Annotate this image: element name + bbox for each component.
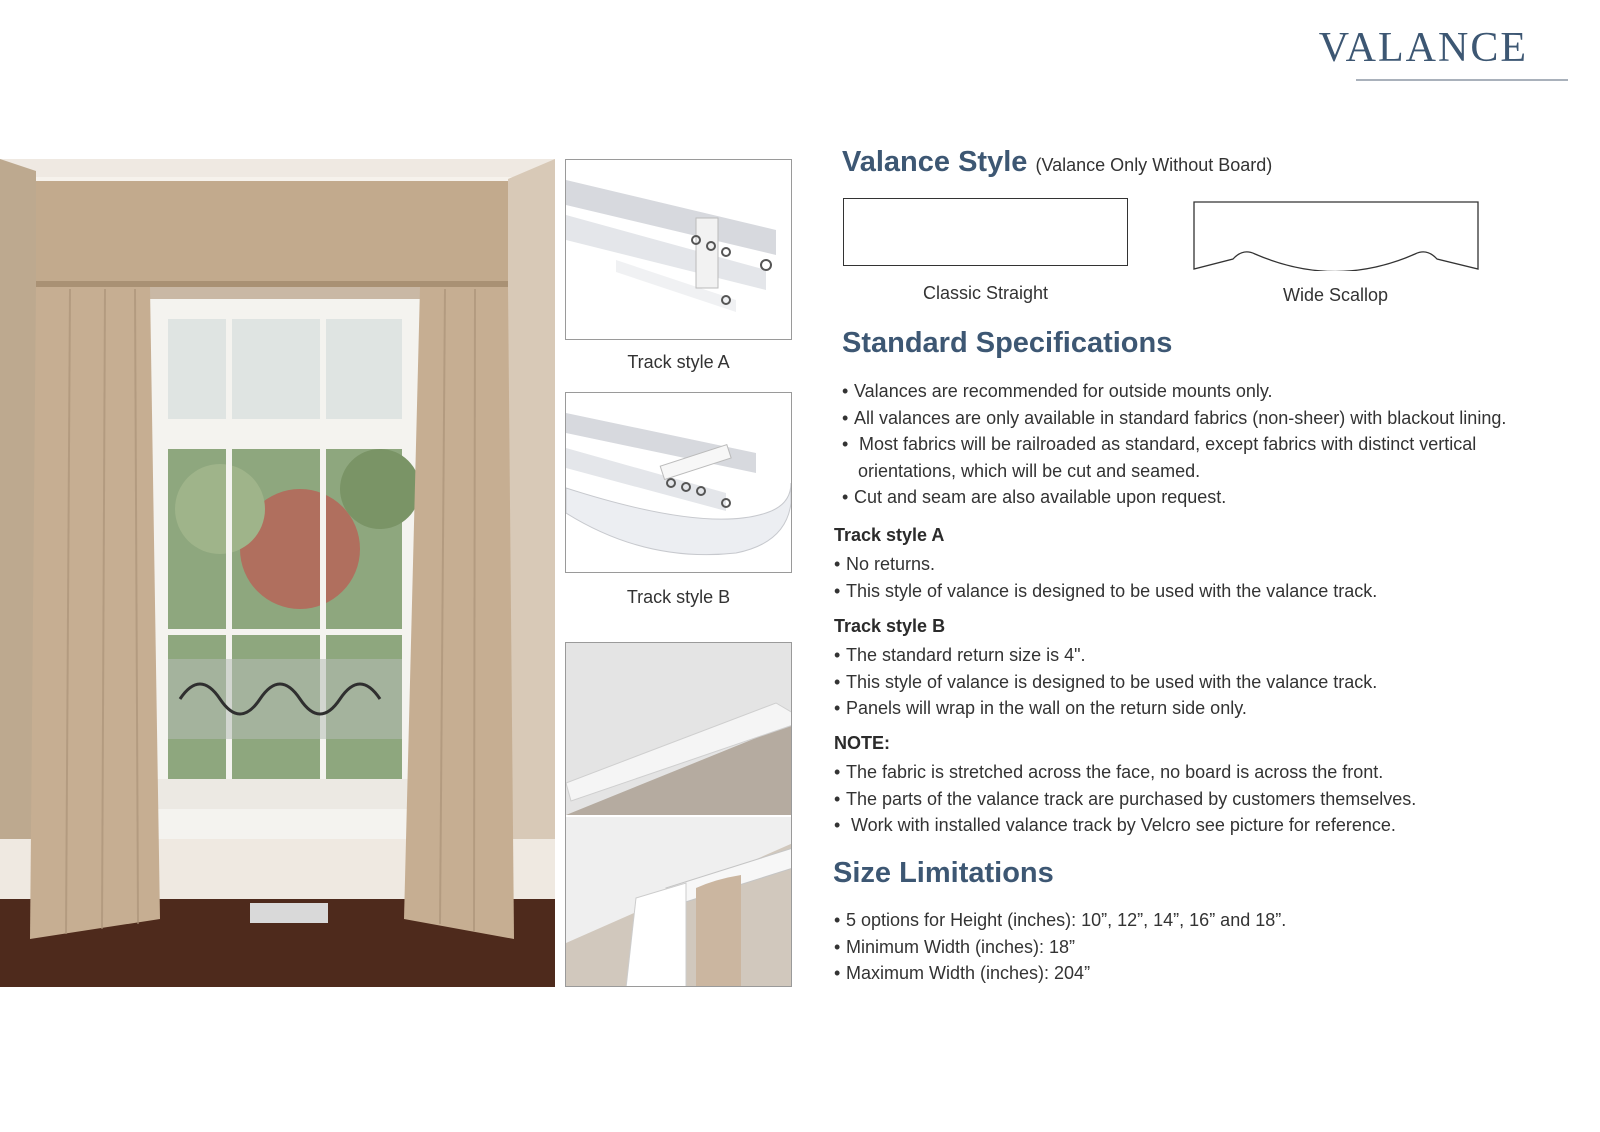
list-item: • All valances are only available in standard fabrics (non-sheer) with blackout lining. <box>842 407 1507 428</box>
note-list <box>834 759 1416 839</box>
note-title: NOTE: <box>834 733 890 753</box>
list-item: • This style of valance is designed to be used with the valance track. <box>834 671 1378 692</box>
list-item: • 5 options for Height (inches): 10”, 12”, 14”, 16” and 18”. <box>834 910 1287 930</box>
list-item: • This style of valance is designed to be used with the valance track. <box>834 580 1378 601</box>
wide-scallop-label: Wide Scallop <box>1282 285 1389 305</box>
list-item: • Work with installed valance track by Velcro see picture for reference. <box>834 815 1396 835</box>
track-style-a-caption: Track style A <box>627 352 730 372</box>
standard-specs-heading: Standard Specifications <box>842 327 1173 359</box>
valance-style-heading-text: Valance Style <box>842 146 1028 178</box>
classic-straight-label: Classic Straight <box>922 283 1049 303</box>
size-limitations-list <box>834 907 1286 987</box>
installed-track-reference-image <box>565 642 792 987</box>
valance-style-subheading: (Valance Only Without Board) <box>1035 155 1273 175</box>
list-item: • Valances are recommended for outside mounts only. <box>842 381 1273 401</box>
list-item: • Most fabrics will be railroaded as standard, except fabrics with distinct vertical <box>842 434 1477 454</box>
list-item: • Panels will wrap in the wall on the return side only. <box>834 698 1247 718</box>
list-item: • No returns. <box>834 554 936 574</box>
list-item: • The standard return size is 4". <box>834 645 1086 665</box>
list-item: • The parts of the valance track are purchased by customers themselves. <box>834 788 1417 809</box>
size-limitations-heading: Size Limitations <box>833 857 1054 889</box>
valance-style-heading <box>842 146 1272 179</box>
wide-scallop-diagram <box>1193 201 1479 271</box>
title-underline <box>1356 79 1568 81</box>
track-style-a-title: Track style A <box>834 525 945 545</box>
classic-straight-diagram <box>843 198 1128 266</box>
list-item: • The fabric is stretched across the face, no board is across the front. <box>834 762 1384 782</box>
list-item: • Minimum Width (inches): 18” <box>834 936 1076 957</box>
room-photo <box>0 159 555 987</box>
list-item: • Cut and seam are also available upon request. <box>842 487 1227 507</box>
track-style-b-caption: Track style B <box>626 587 731 607</box>
page-title: VALANCE <box>1318 25 1528 71</box>
track-style-a-image <box>565 159 792 340</box>
track-style-b-title: Track style B <box>834 616 946 636</box>
list-item: • Maximum Width (inches): 204” <box>834 963 1091 983</box>
track-style-b-image <box>565 392 792 573</box>
list-item: orientations, which will be cut and seamed. <box>858 460 1201 481</box>
track-style-b-list <box>834 642 1377 722</box>
standard-specs-list <box>842 378 1506 511</box>
track-style-a-list <box>834 551 1377 604</box>
